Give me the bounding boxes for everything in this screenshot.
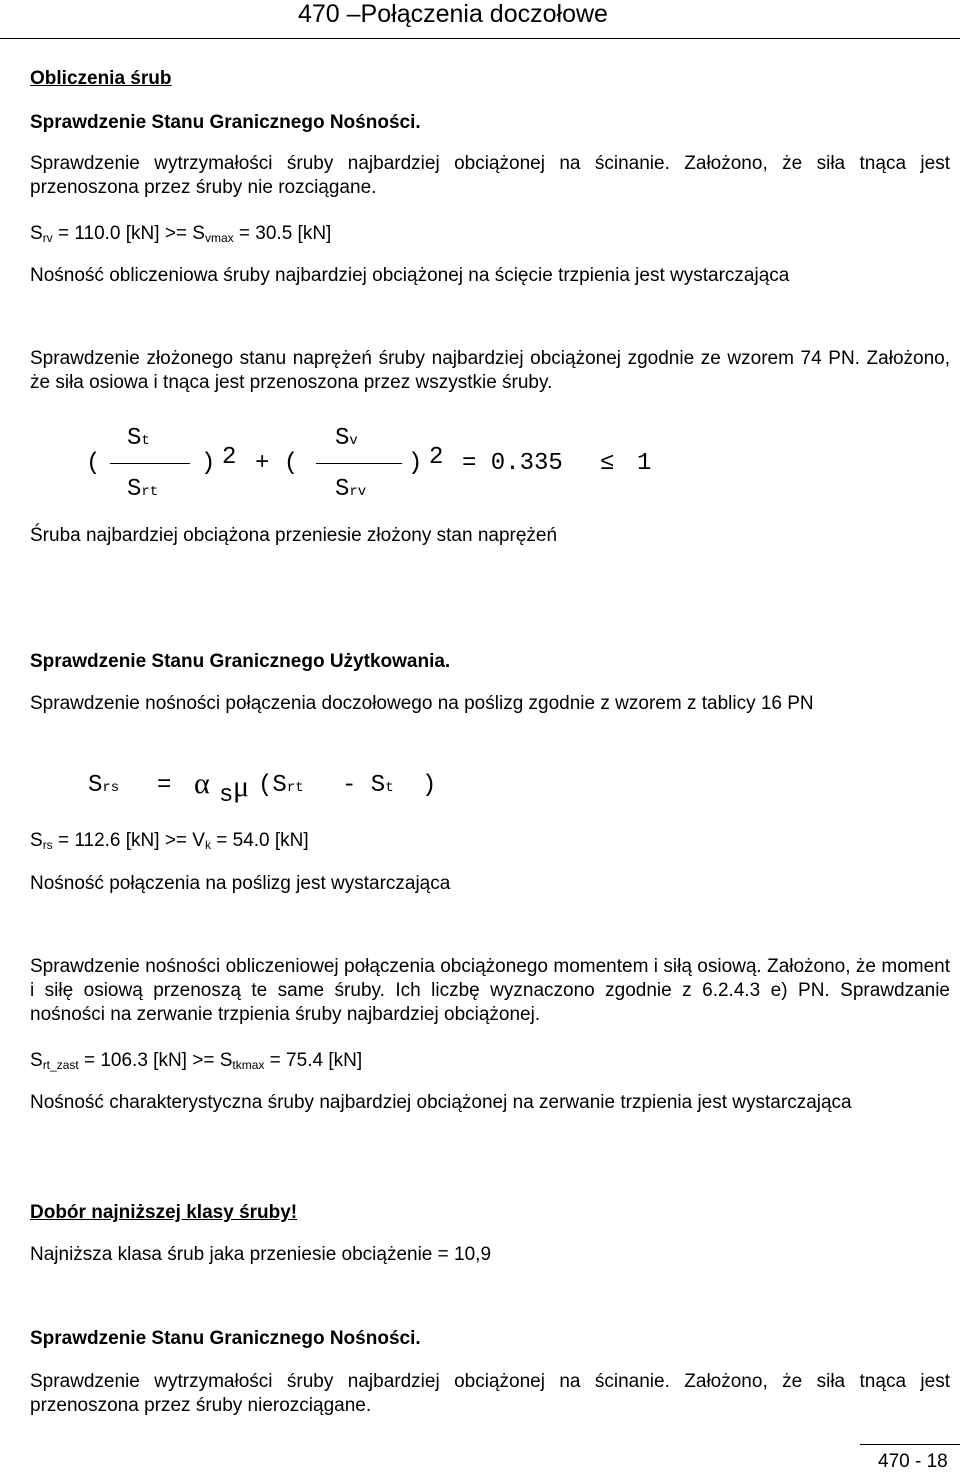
equation-srs bbox=[30, 829, 950, 853]
formula-mu: μ bbox=[233, 770, 250, 803]
section-heading-bolt-class: Dobór najniższej klasy śruby! bbox=[30, 1202, 298, 1223]
eq-symbol: S bbox=[30, 223, 43, 244]
formula-equals: = bbox=[157, 772, 172, 799]
paragraph-shear-check: Sprawdzenie wytrzymałości śruby najbardziej obciążonej na ścinanie. Założono, że siła tnąca jest przenoszona przez śruby nie rozciągane. bbox=[30, 153, 950, 198]
eq-subscript: rs bbox=[42, 838, 53, 852]
result-tension-sufficient: Nośność charakterystyczna śruby najbardziej obciążonej na zerwanie trzpienia jest wystarczająca bbox=[30, 1092, 852, 1113]
eq-symbol: S bbox=[30, 1050, 43, 1071]
formula-close-paren: ) bbox=[408, 450, 423, 477]
eq-end: = 54.0 [kN] bbox=[210, 830, 309, 851]
text-lowest-bolt-class: Najniższa klasa śrub jaka przeniesie obciążenie = 10,9 bbox=[30, 1244, 492, 1265]
subheading-ultimate-limit-state: Sprawdzenie Stanu Granicznego Nośności. bbox=[30, 112, 421, 133]
formula-plus: + ( bbox=[255, 450, 299, 477]
formula-one: 1 bbox=[637, 450, 652, 477]
footer-rule bbox=[860, 1444, 960, 1445]
formula-result: = 0.335 bbox=[462, 450, 563, 477]
eq-middle: = 106.3 [kN] >= S bbox=[78, 1050, 233, 1071]
eq-end: = 30.5 [kN] bbox=[233, 223, 332, 244]
header-rule bbox=[0, 38, 960, 39]
eq-middle: = 112.6 [kN] >= V bbox=[52, 830, 205, 851]
formula-minus-st: - St bbox=[342, 772, 394, 799]
page-header-title: 470 –Połączenia doczołowe bbox=[298, 0, 608, 28]
formula-srt: (Srt bbox=[258, 772, 304, 799]
eq-subscript: tkmax bbox=[232, 1058, 265, 1072]
formula-alpha: α bbox=[194, 767, 210, 800]
eq-symbol: S bbox=[30, 830, 43, 851]
formula-num-st: St bbox=[127, 425, 150, 452]
formula-open-paren: ( bbox=[86, 450, 101, 477]
paragraph-slip-check: Sprawdzenie nośności połączenia doczołowego na poślizg zgodnie z wzorem z tablicy 16 PN bbox=[30, 693, 814, 714]
fraction-line bbox=[110, 463, 190, 464]
eq-middle: = 110.0 [kN] >= S bbox=[52, 223, 205, 244]
paragraph-moment-axial-check: Sprawdzenie nośności obliczeniowej połączenia obciążonego momentem i siłą osiową. Założono, że moment i siłę osiową przenoszą te same śruby. Ich liczbę wyznaczono zgodnie z 6.2.4.3 e) PN. Sprawdzanie nośności na zerwanie trzpienia śruby najbardziej obciążonej. bbox=[30, 956, 950, 1025]
formula-close-paren: ) bbox=[422, 772, 437, 799]
subheading-serviceability-limit-state: Sprawdzenie Stanu Granicznego Użytkowania. bbox=[30, 651, 451, 672]
formula-close-paren: ) bbox=[201, 450, 216, 477]
subheading-ultimate-limit-state-2: Sprawdzenie Stanu Granicznego Nośności. bbox=[30, 1328, 421, 1349]
paragraph-combined-stress: Sprawdzenie złożonego stanu naprężeń śruby najbardziej obciążonej zgodnie ze wzorem 74 PN. Założono, że siła osiowa i tnąca jest przenoszona przez wszystkie śruby. bbox=[30, 348, 950, 393]
result-shear-sufficient: Nośność obliczeniowa śruby najbardziej obciążonej na ścięcie trzpienia jest wystarczająca bbox=[30, 265, 790, 286]
formula-alpha-sub: s bbox=[219, 782, 234, 809]
page-number: 470 - 18 bbox=[878, 1451, 948, 1472]
paragraph-shear-check-2: Sprawdzenie wytrzymałości śruby najbardziej obciążonej na ścinanie. Założono, że siła tnąca jest przenoszona przez śruby nierozciągane. bbox=[30, 1371, 950, 1416]
formula-exponent: 2 bbox=[429, 444, 444, 471]
eq-subscript: k bbox=[204, 838, 211, 852]
eq-subscript: rv bbox=[42, 231, 53, 245]
fraction-line bbox=[316, 463, 402, 464]
section-heading-bolts: Obliczenia śrub bbox=[30, 68, 172, 89]
formula-srs: Srs bbox=[88, 772, 120, 799]
formula-den-srt: Srt bbox=[127, 476, 159, 503]
eq-subscript: vmax bbox=[204, 231, 234, 245]
eq-subscript: rt_zast bbox=[42, 1058, 79, 1072]
formula-exponent: 2 bbox=[222, 444, 237, 471]
result-combined-sufficient: Śruba najbardziej obciążona przeniesie złożony stan naprężeń bbox=[30, 525, 558, 546]
formula-leq: ≤ bbox=[600, 450, 615, 477]
result-slip-sufficient: Nośność połączenia na poślizg jest wystarczająca bbox=[30, 873, 451, 894]
eq-end: = 75.4 [kN] bbox=[264, 1050, 363, 1071]
formula-den-srv: Srv bbox=[335, 476, 367, 503]
formula-num-sv: Sv bbox=[335, 425, 358, 452]
equation-srv bbox=[30, 222, 950, 246]
equation-srt-zast bbox=[30, 1049, 950, 1073]
